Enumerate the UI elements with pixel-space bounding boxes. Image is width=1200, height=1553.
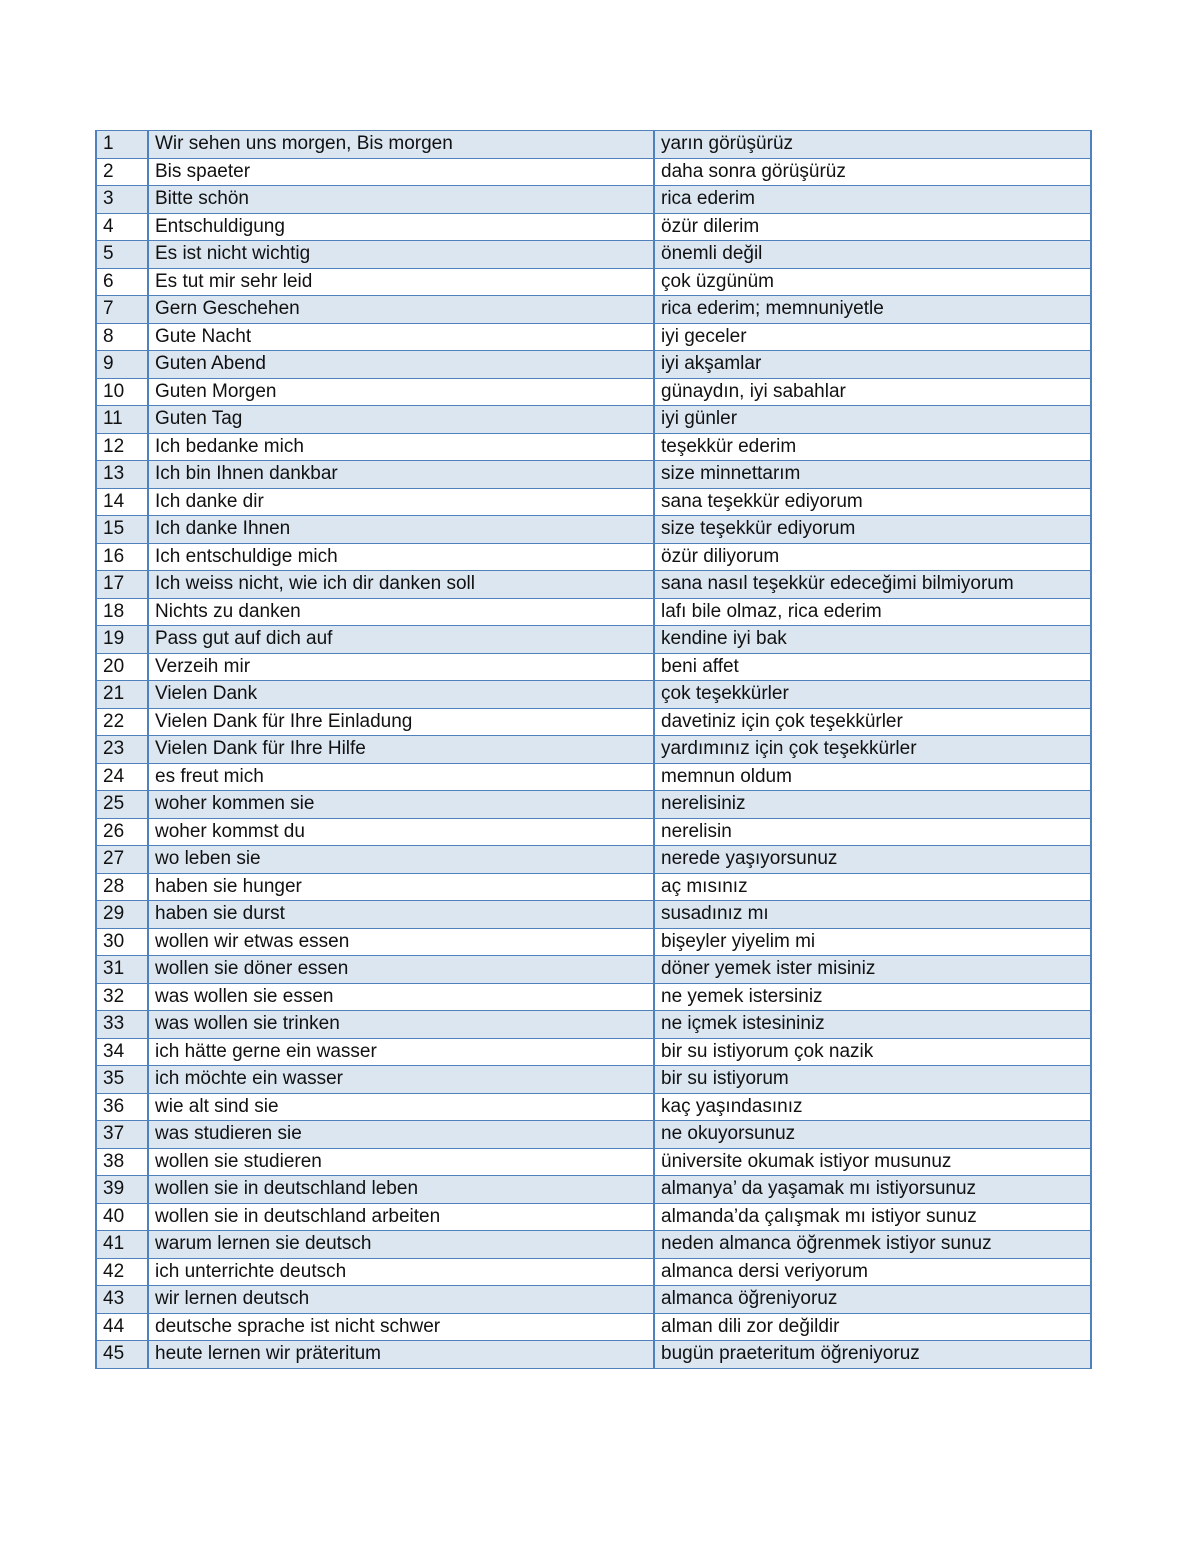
turkish-translation: kaç yaşındasınız [654, 1093, 1091, 1121]
table-row [96, 983, 1091, 1011]
turkish-translation: ne okuyorsunuz [654, 1121, 1091, 1149]
table-row [96, 1011, 1091, 1039]
german-phrase: wollen sie studieren [148, 1148, 654, 1176]
row-number: 12 [96, 433, 148, 461]
row-number: 32 [96, 983, 148, 1011]
turkish-translation: yardımınız için çok teşekkürler [654, 736, 1091, 764]
turkish-translation: döner yemek ister misiniz [654, 956, 1091, 984]
table-row [96, 956, 1091, 984]
german-phrase: Wir sehen uns morgen, Bis morgen [148, 131, 654, 159]
row-number: 7 [96, 296, 148, 324]
row-number: 36 [96, 1093, 148, 1121]
turkish-translation: beni affet [654, 653, 1091, 681]
turkish-translation: ne yemek istersiniz [654, 983, 1091, 1011]
row-number: 21 [96, 681, 148, 709]
german-phrase: Ich bin Ihnen dankbar [148, 461, 654, 489]
german-phrase: Ich weiss nicht, wie ich dir danken soll [148, 571, 654, 599]
table-row [96, 1093, 1091, 1121]
german-phrase: wollen sie in deutschland leben [148, 1176, 654, 1204]
table-row [96, 543, 1091, 571]
german-phrase: Vielen Dank [148, 681, 654, 709]
turkish-translation: size teşekkür ediyorum [654, 516, 1091, 544]
turkish-translation: aç mısınız [654, 873, 1091, 901]
row-number: 29 [96, 901, 148, 929]
german-phrase: Entschuldigung [148, 213, 654, 241]
row-number: 18 [96, 598, 148, 626]
table-row [96, 406, 1091, 434]
german-phrase: wie alt sind sie [148, 1093, 654, 1121]
table-row [96, 1038, 1091, 1066]
turkish-translation: nerelisin [654, 818, 1091, 846]
table-row [96, 433, 1091, 461]
table-row [96, 461, 1091, 489]
table-row [96, 1121, 1091, 1149]
table-row [96, 571, 1091, 599]
turkish-translation: günaydın, iyi sabahlar [654, 378, 1091, 406]
table-row [96, 186, 1091, 214]
table-row [96, 268, 1091, 296]
table-row [96, 241, 1091, 269]
row-number: 2 [96, 158, 148, 186]
german-phrase: Es tut mir sehr leid [148, 268, 654, 296]
row-number: 28 [96, 873, 148, 901]
table-row [96, 928, 1091, 956]
german-phrase: haben sie hunger [148, 873, 654, 901]
german-phrase: Ich entschuldige mich [148, 543, 654, 571]
turkish-translation: almanya’ da yaşamak mı istiyorsunuz [654, 1176, 1091, 1204]
row-number: 41 [96, 1231, 148, 1259]
german-phrase: Ich danke Ihnen [148, 516, 654, 544]
row-number: 23 [96, 736, 148, 764]
turkish-translation: neden almanca öğrenmek istiyor sunuz [654, 1231, 1091, 1259]
turkish-translation: nerelisiniz [654, 791, 1091, 819]
table-row [96, 626, 1091, 654]
turkish-translation: davetiniz için çok teşekkürler [654, 708, 1091, 736]
turkish-translation: çok teşekkürler [654, 681, 1091, 709]
turkish-translation: memnun oldum [654, 763, 1091, 791]
german-phrase: Bis spaeter [148, 158, 654, 186]
turkish-translation: sana nasıl teşekkür edeceğimi bilmiyorum [654, 571, 1091, 599]
row-number: 16 [96, 543, 148, 571]
german-phrase: wollen wir etwas essen [148, 928, 654, 956]
row-number: 25 [96, 791, 148, 819]
row-number: 6 [96, 268, 148, 296]
row-number: 20 [96, 653, 148, 681]
turkish-translation: özür dilerim [654, 213, 1091, 241]
turkish-translation: üniversite okumak istiyor musunuz [654, 1148, 1091, 1176]
table-row [96, 516, 1091, 544]
row-number: 44 [96, 1313, 148, 1341]
german-phrase: Vielen Dank für Ihre Einladung [148, 708, 654, 736]
table-row [96, 323, 1091, 351]
table-row [96, 846, 1091, 874]
table-row [96, 736, 1091, 764]
turkish-translation: özür diliyorum [654, 543, 1091, 571]
german-phrase: es freut mich [148, 763, 654, 791]
row-number: 45 [96, 1341, 148, 1369]
german-phrase: Nichts zu danken [148, 598, 654, 626]
german-phrase: Ich bedanke mich [148, 433, 654, 461]
table-row [96, 873, 1091, 901]
turkish-translation: kendine iyi bak [654, 626, 1091, 654]
turkish-translation: rica ederim; memnuniyetle [654, 296, 1091, 324]
row-number: 24 [96, 763, 148, 791]
turkish-translation: bir su istiyorum [654, 1066, 1091, 1094]
table-row [96, 1203, 1091, 1231]
german-phrase: woher kommen sie [148, 791, 654, 819]
table-row [96, 213, 1091, 241]
turkish-translation: bişeyler yiyelim mi [654, 928, 1091, 956]
turkish-translation: rica ederim [654, 186, 1091, 214]
german-phrase: ich unterrichte deutsch [148, 1258, 654, 1286]
row-number: 26 [96, 818, 148, 846]
german-phrase: Verzeih mir [148, 653, 654, 681]
table-row [96, 1341, 1091, 1369]
table-row [96, 681, 1091, 709]
row-number: 8 [96, 323, 148, 351]
german-phrase: heute lernen wir präteritum [148, 1341, 654, 1369]
row-number: 19 [96, 626, 148, 654]
row-number: 11 [96, 406, 148, 434]
german-phrase: wollen sie döner essen [148, 956, 654, 984]
turkish-translation: sana teşekkür ediyorum [654, 488, 1091, 516]
phrase-table [95, 130, 1092, 1369]
row-number: 40 [96, 1203, 148, 1231]
turkish-translation: daha sonra görüşürüz [654, 158, 1091, 186]
german-phrase: wir lernen deutsch [148, 1286, 654, 1314]
turkish-translation: iyi akşamlar [654, 351, 1091, 379]
table-row [96, 818, 1091, 846]
turkish-translation: çok üzgünüm [654, 268, 1091, 296]
turkish-translation: yarın görüşürüz [654, 131, 1091, 159]
german-phrase: ich möchte ein wasser [148, 1066, 654, 1094]
table-row [96, 1258, 1091, 1286]
table-row [96, 158, 1091, 186]
table-row [96, 351, 1091, 379]
table-row [96, 791, 1091, 819]
table-row [96, 598, 1091, 626]
german-phrase: Ich danke dir [148, 488, 654, 516]
turkish-translation: nerede yaşıyorsunuz [654, 846, 1091, 874]
german-phrase: Gute Nacht [148, 323, 654, 351]
row-number: 43 [96, 1286, 148, 1314]
turkish-translation: almanda’da çalışmak mı istiyor sunuz [654, 1203, 1091, 1231]
row-number: 4 [96, 213, 148, 241]
german-phrase: Pass gut auf dich auf [148, 626, 654, 654]
turkish-translation: susadınız mı [654, 901, 1091, 929]
turkish-translation: iyi günler [654, 406, 1091, 434]
german-phrase: wollen sie in deutschland arbeiten [148, 1203, 654, 1231]
table-row [96, 1313, 1091, 1341]
table-row [96, 763, 1091, 791]
row-number: 39 [96, 1176, 148, 1204]
phrase-table-body [96, 131, 1091, 1369]
row-number: 34 [96, 1038, 148, 1066]
row-number: 10 [96, 378, 148, 406]
table-row [96, 1286, 1091, 1314]
table-row [96, 296, 1091, 324]
german-phrase: warum lernen sie deutsch [148, 1231, 654, 1259]
row-number: 14 [96, 488, 148, 516]
row-number: 30 [96, 928, 148, 956]
table-row [96, 901, 1091, 929]
row-number: 15 [96, 516, 148, 544]
row-number: 37 [96, 1121, 148, 1149]
row-number: 1 [96, 131, 148, 159]
table-row [96, 488, 1091, 516]
german-phrase: Es ist nicht wichtig [148, 241, 654, 269]
german-phrase: Guten Abend [148, 351, 654, 379]
row-number: 33 [96, 1011, 148, 1039]
german-phrase: was wollen sie trinken [148, 1011, 654, 1039]
row-number: 42 [96, 1258, 148, 1286]
german-phrase: Gern Geschehen [148, 296, 654, 324]
german-phrase: wo leben sie [148, 846, 654, 874]
turkish-translation: almanca öğreniyoruz [654, 1286, 1091, 1314]
german-phrase: deutsche sprache ist nicht schwer [148, 1313, 654, 1341]
table-row [96, 708, 1091, 736]
turkish-translation: teşekkür ederim [654, 433, 1091, 461]
turkish-translation: ne içmek istesininiz [654, 1011, 1091, 1039]
german-phrase: Guten Tag [148, 406, 654, 434]
table-row [96, 1231, 1091, 1259]
row-number: 13 [96, 461, 148, 489]
turkish-translation: lafı bile olmaz, rica ederim [654, 598, 1091, 626]
row-number: 27 [96, 846, 148, 874]
german-phrase: was studieren sie [148, 1121, 654, 1149]
row-number: 17 [96, 571, 148, 599]
row-number: 5 [96, 241, 148, 269]
turkish-translation: iyi geceler [654, 323, 1091, 351]
table-row [96, 653, 1091, 681]
table-row [96, 1148, 1091, 1176]
german-phrase: woher kommst du [148, 818, 654, 846]
row-number: 38 [96, 1148, 148, 1176]
german-phrase: Guten Morgen [148, 378, 654, 406]
row-number: 3 [96, 186, 148, 214]
german-phrase: was wollen sie essen [148, 983, 654, 1011]
table-row [96, 1066, 1091, 1094]
german-phrase: Bitte schön [148, 186, 654, 214]
turkish-translation: bugün praeteritum öğreniyoruz [654, 1341, 1091, 1369]
turkish-translation: alman dili zor değildir [654, 1313, 1091, 1341]
german-phrase: Vielen Dank für Ihre Hilfe [148, 736, 654, 764]
turkish-translation: önemli değil [654, 241, 1091, 269]
row-number: 31 [96, 956, 148, 984]
turkish-translation: bir su istiyorum çok nazik [654, 1038, 1091, 1066]
row-number: 35 [96, 1066, 148, 1094]
table-row [96, 131, 1091, 159]
table-row [96, 1176, 1091, 1204]
row-number: 9 [96, 351, 148, 379]
table-row [96, 378, 1091, 406]
row-number: 22 [96, 708, 148, 736]
german-phrase: haben sie durst [148, 901, 654, 929]
german-phrase: ich hätte gerne ein wasser [148, 1038, 654, 1066]
turkish-translation: size minnettarım [654, 461, 1091, 489]
turkish-translation: almanca dersi veriyorum [654, 1258, 1091, 1286]
